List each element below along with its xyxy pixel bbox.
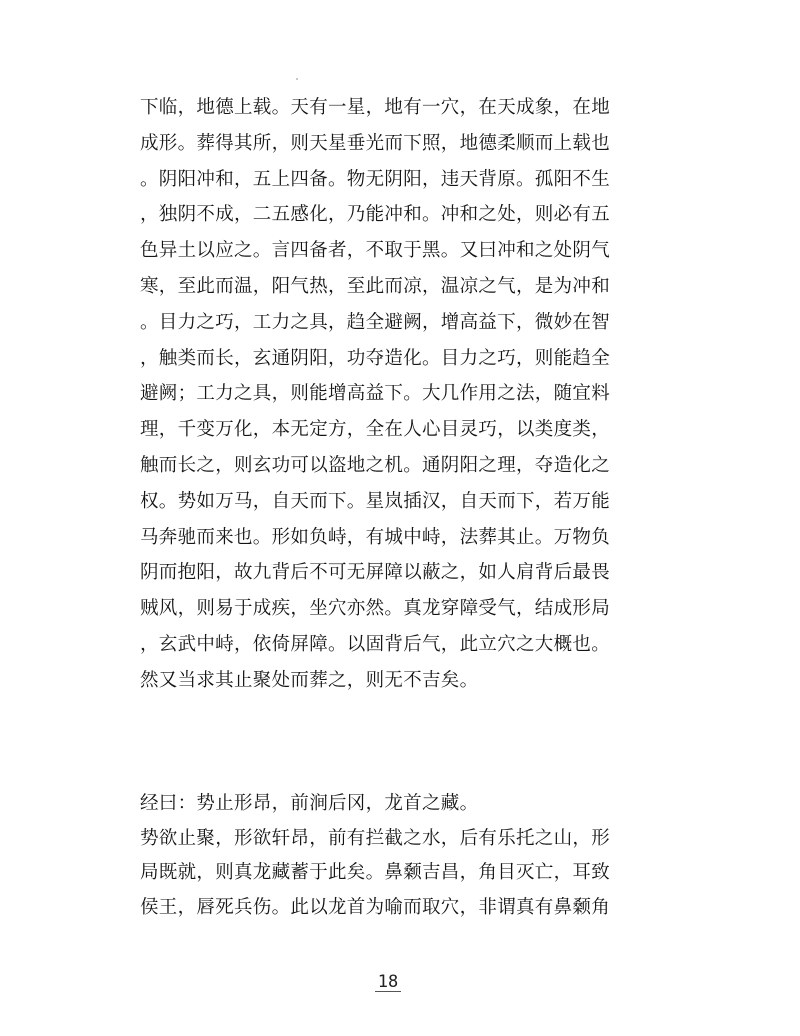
text-line: 权。势如万马，自天而下。星岚插汉，自天而下，若万能	[140, 490, 611, 512]
text-line: ，玄武中峙，依倚屏障。以固背后气，此立穴之大概也。	[140, 633, 611, 655]
scan-speck	[296, 78, 298, 80]
text-line: 。目力之巧，工力之具，趋全避阙，增高益下，微妙在智	[140, 311, 611, 333]
text-line: 势欲止聚，形欲轩昂，前有拦截之水，后有乐托之山，形	[140, 827, 611, 849]
text-line: 触而长之，则玄功可以盗地之机。通阴阳之理，夺造化之	[140, 454, 611, 476]
text-line: 局既就，则真龙藏蓄于此矣。鼻颡吉昌，角目灭亡，耳致	[140, 862, 611, 883]
paragraph-main	[140, 90, 660, 699]
text-line: 贼风，则易于成疾，坐穴亦然。真龙穿障受气，结成形局	[140, 598, 611, 620]
text-line: 侯王，唇死兵伤。此以龙首为喻而取穴，非谓真有鼻颡角	[140, 896, 611, 918]
text-line: 色异土以应之。言四备者，不取于黑。又曰冲和之处阴气	[140, 240, 611, 262]
text-line: ，独阴不成，二五感化，乃能冲和。冲和之处，则必有五	[140, 204, 611, 226]
text-line: 然又当求其止聚处而葬之，则无不吉矣。	[140, 669, 479, 691]
page-number	[0, 972, 788, 992]
quote-line: 经曰：势止形昂，前涧后冈，龙首之藏。	[140, 793, 479, 814]
text-line: 寒，至此而温，阳气热，至此而凉，温凉之气，是为冲和	[140, 275, 611, 297]
text-line: 马奔驰而来也。形如负峙，有城中峙，法葬其止。万物负	[140, 526, 611, 548]
text-line: 。阴阳冲和，五上四备。物无阴阳，违天背原。孤阳不生	[140, 168, 611, 190]
text-line: 避阙；工力之具，则能增高益下。大几作用之法，随宜料	[140, 383, 611, 405]
text-line: ，触类而长，玄通阴阳，功夺造化。目力之巧，则能趋全	[140, 347, 611, 369]
text-line: 阴而抱阳，故九背后不可无屏障以蔽之，如人肩背后最畏	[140, 562, 611, 584]
text-line: 下临，地德上载。天有一星，地有一穴，在天成象，在地	[140, 97, 611, 118]
page-number-label: 18	[375, 973, 401, 992]
text-line: 理，千变万化，本无定方，全在人心目灵巧，以类度类，	[140, 419, 611, 441]
text-line: 成形。葬得其所，则天星垂光而下照，地德柔顺而上载也	[140, 132, 611, 154]
paragraph-classic-quote	[140, 787, 660, 925]
